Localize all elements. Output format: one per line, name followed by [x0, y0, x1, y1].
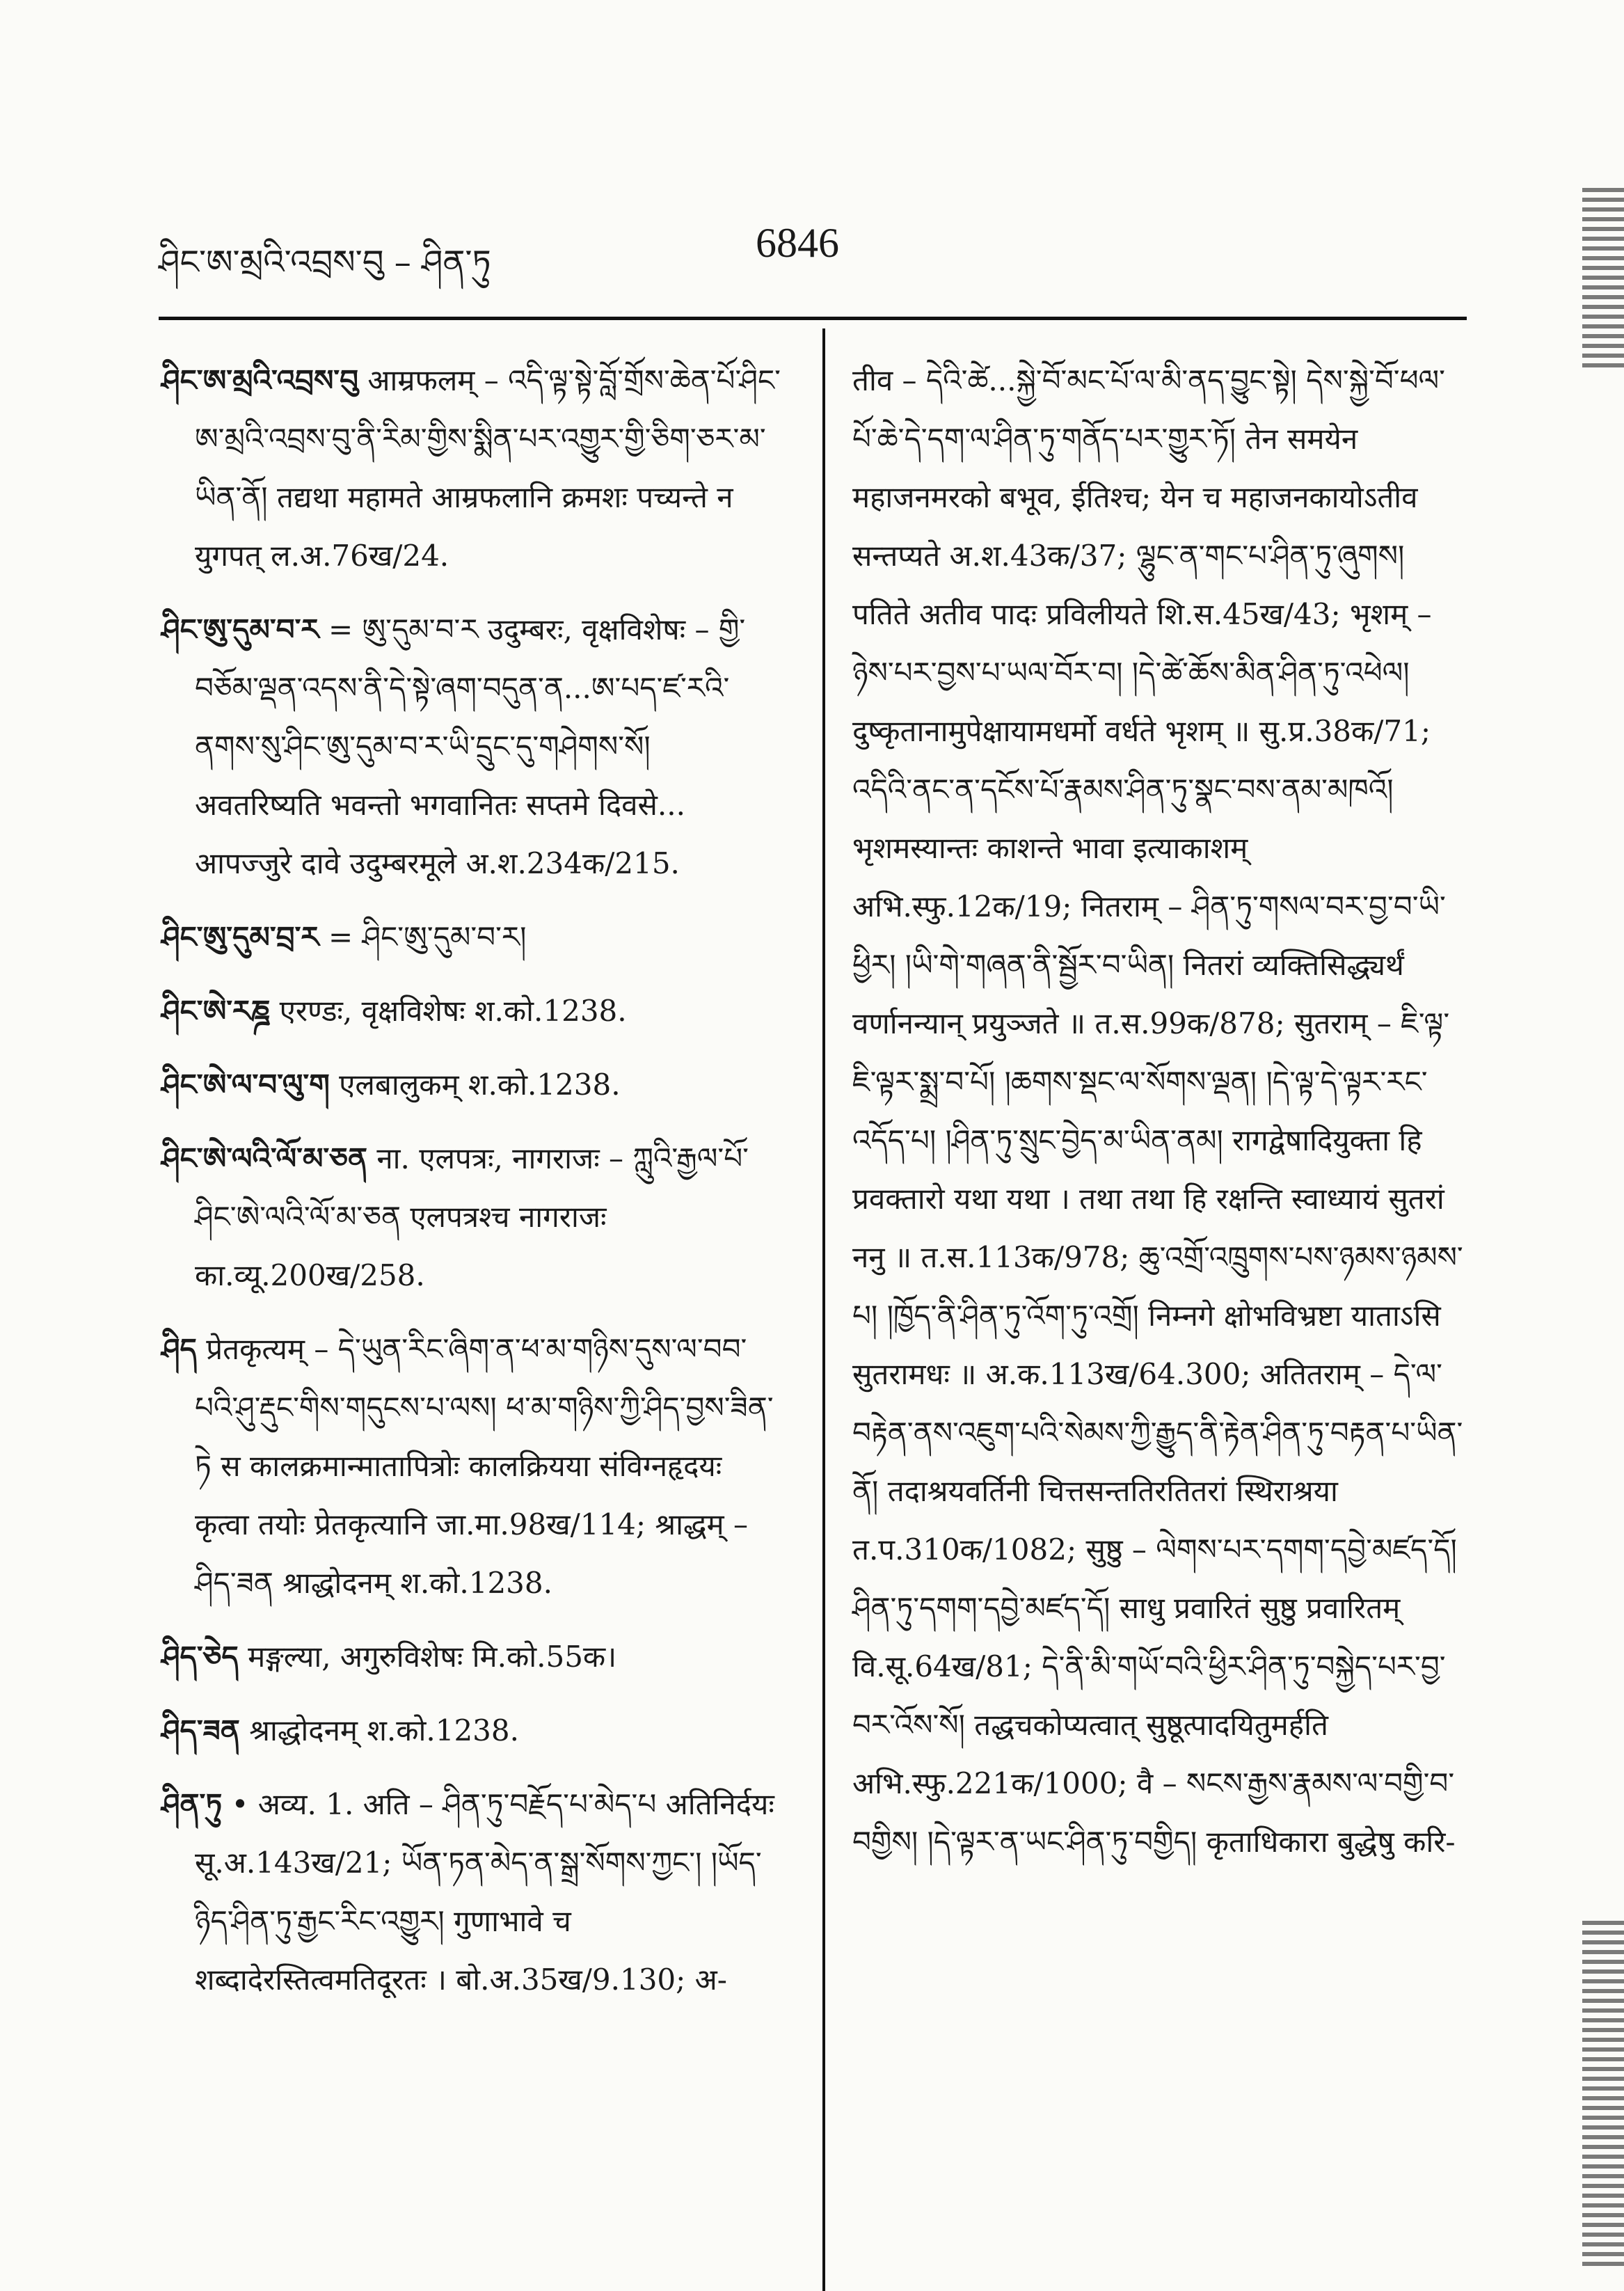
entry-text: आम्रफलम् – འདི་ལྟ་སྟེ་བློ་གྲོས་ཆེན་པོ་ཤིང་ཨ་མྲའི་འབྲས་བུ་ནི་རིམ་གྱིས་སྨིན་པར་འགྱུར་གྱི་ཅིག་ཅར་མ་ཡིན་ནོ། तद्यथा महामते आम्रफलानि क्रमशः पच्यन्ते न युगपत् ल.अ.76ख/24. — [195, 363, 781, 573]
entry-headword: ཤིང་ཨེ་ལའི་ལོ་མ་ཅན — [161, 1141, 367, 1175]
dictionary-entry — [161, 601, 781, 893]
entry-headword: ཤིང་ཨེ་རཎྜ — [161, 994, 271, 1028]
entry-text: एरण्डः, वृक्षविशेषः श.को.1238. — [279, 994, 627, 1028]
entry-headword: ཤིང་ཨེ་ལ་བ་ལུ་ག — [161, 1068, 330, 1102]
header-rule — [159, 317, 1467, 320]
entry-text: श्राद्धोदनम् श.को.1238. — [249, 1713, 519, 1747]
entry-text: = ཤིང་ཨུ་དུམ་བ་ར། — [328, 920, 527, 954]
left-column — [161, 351, 781, 2024]
entry-headword: ཤིད — [161, 1332, 197, 1366]
entry-headword: ཤིད་ཟན — [161, 1713, 240, 1747]
column-divider — [822, 328, 825, 2291]
entry-text: प्रेतकृत्यम् – དེ་ཡུན་རིང་ཞིག་ན་ཕ་མ་གཉིས་དུས་ལ་བབ་པའི་ཤུ་རྡུང་གིས་གདུངས་པ་ལས། ཕ་མ་གཉིས་ཀྱི་ཤིད་བྱས་ཟིན་ཏེ स कालक्रमान्मातापित्रोः कालक्रियया संविग्नहृदयः कृत्वा तयोः प्रेतकृत्यानि जा.मा.98ख/114; श्राद्धम् – ཤིད་ཟན श्राद्धोदनम् श.को.1238. — [195, 1332, 774, 1600]
right-column — [852, 351, 1465, 1871]
continued-entry-text: तीव – དེའི་ཚེ...སྐྱེ་བོ་མང་པོ་ལ་མི་ནད་བྱུང་སྟེ། དེས་སྐྱེ་བོ་ཕལ་པོ་ཆེ་དེ་དག་ལ་ཤིན་ཏུ་གནོད་པར་གྱུར་ཏོ། तेन समयेन महाजनमरको बभूव, ईतिश्च; येन च महाजनकायोऽतीव सन्तप्यते अ.श.43क/37; ལྷུང་ན་གང་པ་ཤིན་ཏུ་ཞུགས། पतिते अतीव पादः प्रविलीयते शि.स.45ख/43; भृशम् – ཉེས་པར་བྱས་པ་ཡལ་བོར་བ། །དེ་ཚེ་ཆོས་མིན་ཤིན་ཏུ་འཕེལ། दुष्कृतानामुपेक्षायामधर्मो वर्धते भृशम् ॥ सु.प्र.38क/71; འདིའི་ནང་ན་དངོས་པོ་རྣམས་ཤིན་ཏུ་སྣང་བས་ནམ་མཁའོ། भृशमस्यान्तः काशन्ते भावा इत्याकाशम् अभि.स्फु.12क/19; नितराम् – ཤིན་ཏུ་གསལ་བར་བྱ་བ་ཡི་ཕྱིར། །ཡི་གེ་གཞན་ནི་སྦྱོར་བ་ཡིན། नितरां व्यक्तिसिद्ध्यर्थं वर्णानन्यान् प्रयुञ्जते ॥ त.स.99क/878; सुतराम् – ཇི་ལྟ་ཇི་ལྟར་སྨྲ་བ་པོ། །ཆགས་སྡང་ལ་སོགས་ལྡན། །དེ་ལྟ་དེ་ལྟར་རང་འདོད་པ། །ཤིན་ཏུ་སྲུང་བྱེད་མ་ཡིན་ནམ། रागद्वेषादियुक्ता हि प्रवक्तारो यथा यथा । तथा तथा हि रक्षन्ति स्वाध्यायं सुतरां ननु ॥ त.स.113क/978; ཆུ་འགྲོ་འཁྲུགས་པས་ཉམས་ཉམས་པ། །ཁྱོད་ནི་ཤིན་ཏུ་འོག་ཏུ་འགྲོ། निम्नगे क्षोभविभ्रष्टा याताऽसि सुतरामधः ॥ अ.क.113ख/64.300; अतितराम् – དེ་ལ་བརྟེན་ནས་འཇུག་པའི་སེམས་ཀྱི་རྒྱུད་ནི་རྟེན་ཤིན་ཏུ་བརྟན་པ་ཡིན་ནོ། तदाश्रयवर्तिनी चित्तसन्ततिरतितरां स्थिराश्रया त.प.310क/1082; सुष्ठु – ལེགས་པར་དགག་དབྱེ་མཛད་དོ། ཤིན་ཏུ་དགག་དབྱེ་མཛད་དོ། साधु प्रवारितं सुष्ठु प्रवारितम् वि.सू.64ख/81; དེ་ནི་མི་གཡོ་བའི་ཕྱིར་ཤིན་ཏུ་བསྐྱེད་པར་བྱ་བར་འོས་སོ། तद्धचकोप्यत्वात् सुष्ठूत्पादयितुमर्हति अभि.स्फु.221क/1000; वै – སངས་རྒྱས་རྣམས་ལ་བགྱི་བ་བགྱིས། །དེ་ལྟར་ན་ཡང་ཤིན་ཏུ་བགྱིད། कृताधिकारा बुद्धेषु करि- — [852, 363, 1463, 1859]
entry-text: ना. एलपत्रः, नागराजः – ཀླུའི་རྒྱལ་པོ་ཤིང་ཨེ་ལའི་ལོ་མ་ཅན एलपत्रश्च नागराजः का.व्यू.200ख/258. — [195, 1141, 749, 1292]
dictionary-entry — [161, 1775, 781, 2009]
entry-text: एलबालुकम् श.को.1238. — [339, 1068, 621, 1102]
dictionary-entry — [161, 908, 781, 967]
entry-headword: ཤིང་ཨུ་དུམ་བ་ར — [161, 612, 319, 647]
dictionary-entry — [161, 1320, 781, 1612]
entry-text: = ཨུ་དུམ་བ་ར उदुम्बरः, वृक्षविशेषः – གྱི་བཅོམ་ལྡན་འདས་ནི་དེ་སྟེ་ཞག་བདུན་ན...ཨ་པད་ཛ་རའི་ནགས་སུ་ཤིང་ཨུ་དུམ་བ་ར་ཡི་དྲུང་དུ་གཤེགས་སོ། अवतरिष्यति भवन्तो भगवानितः सप्तमे दिवसे... आपज्जुरे दावे उदुम्बरमूले अ.श.234क/215. — [195, 612, 746, 880]
dictionary-entry — [161, 351, 781, 585]
scan-edge-noise — [1582, 1921, 1624, 2269]
running-head-left: ཤིང་ཨ་མྲའི་འབྲས་བུ – ཤིན་ཏུ — [159, 243, 491, 282]
entry-text: मङ्गल्या, अगुरुविशेषः मि.को.55क। — [248, 1640, 617, 1674]
dictionary-entry — [161, 982, 781, 1040]
dictionary-entry — [161, 1628, 781, 1686]
dictionary-entry — [161, 1129, 781, 1305]
dictionary-entry — [161, 1056, 781, 1114]
entry-text: • अव्य. 1. अति – ཤིན་ཏུ་བརྗོད་པ་མེད་པ अतिनिर्दयः सू.अ.143ख/21; ཡོན་ཏན་མེད་ན་སྒྲ་སོགས་ཀྱང་། །ཡོད་ཉིད་ཤིན་ཏུ་རྒྱང་རིང་འགྱུར། गुणाभावे च शब्दादेरस्तित्वमतिदूरतः । बो.अ.35ख/9.130; अ- — [195, 1787, 774, 1997]
scan-edge-noise — [1582, 188, 1624, 369]
entry-headword: ཤིད་ཅེད — [161, 1640, 239, 1674]
entry-headword: ཤིན་ཏུ — [161, 1787, 223, 1821]
entry-headword: ཤིང་ཨུ་དུམ་བྲ་ར — [161, 920, 319, 954]
entry-headword: ཤིང་ཨ་མྲའི་འབྲས་བུ — [161, 363, 359, 397]
page-number: 6846 — [756, 220, 839, 266]
dictionary-entry — [161, 1702, 781, 1760]
running-head — [159, 219, 1571, 282]
